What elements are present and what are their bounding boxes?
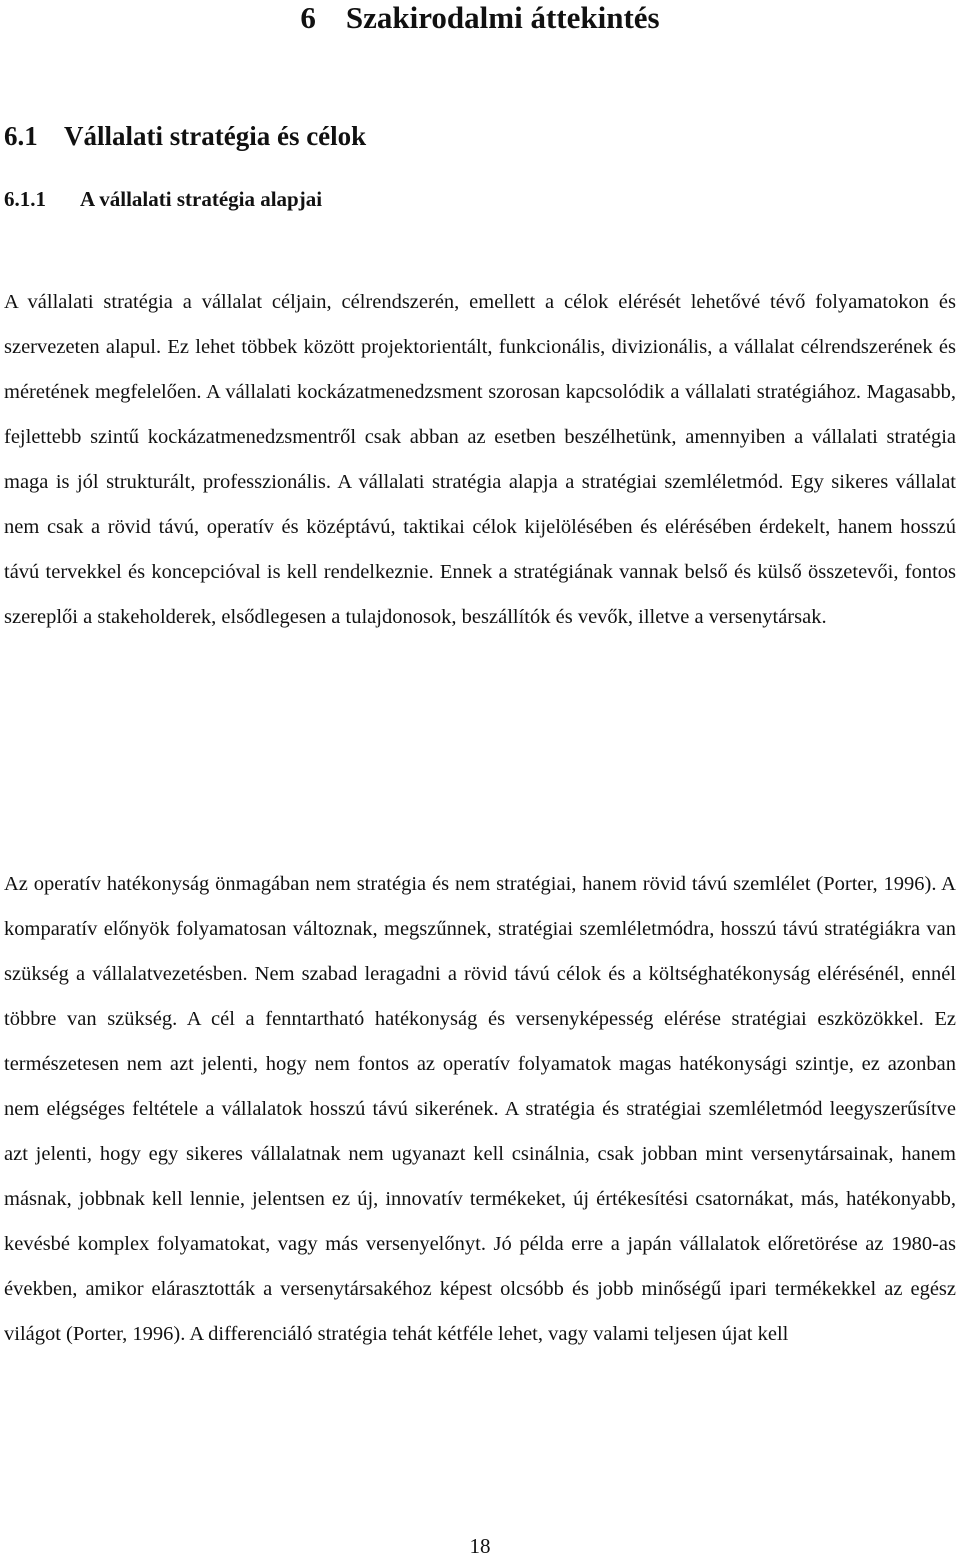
subsection-title: A vállalati stratégia alapjai: [80, 187, 323, 211]
subsection-number: 6.1.1: [4, 187, 46, 211]
body-paragraph-1: A vállalati stratégia a vállalat céljain, célrendszerén, emellett a célok elérését lehetővé tévő folyamatokon és szervezeten alapul. Ez lehet többek között projektorientált, funkcionális, divizionális, a vállalat célrendszerének és méretének megfelelően. A vállalati kockázatmenedzsment szorosan kapcsolódik a vállalati stratégiához. Magasabb, fejlettebb szintű kockázatmenedzsmentről csak abban az esetben beszélhetünk, amennyiben a vállalati stratégia maga is jól strukturált, professzionális. A vállalati stratégia alapja a stratégiai szemléletmód. Egy sikeres vállalat nem csak a rövid távú, operatív és középtávú, taktikai célok kijelölésében és elérésében érdekelt, hanem hosszú távú tervekkel és koncepcióval is kell rendelkeznie. Ennek a stratégiának vannak belső és külső összetevői, fontos szereplői a stakeholderek, elsődlegesen a tulajdonosok, beszállítók és vevők, illetve a versenytársak.: [4, 291, 956, 628]
page-number: 18: [469, 1534, 491, 1558]
subsection-heading: [4, 185, 322, 213]
section-title: Vállalati stratégia és célok: [64, 121, 367, 151]
section-number: 6.1: [4, 121, 38, 151]
chapter-number: 6: [300, 0, 316, 35]
section-heading: [4, 119, 366, 153]
chapter-heading: [0, 0, 960, 36]
body-paragraph-2: Az operatív hatékonyság önmagában nem stratégia és nem stratégiai, hanem rövid távú szemlélet (Porter, 1996). A komparatív előnyök folyamatosan változnak, megszűnnek, stratégiai szemléletmódra, hosszú távú stratégiákra van szükség a vállalatvezetésben. Nem szabad leragadni a rövid távú célok és a költséghatékonyság elérésénél, ennél többre van szükség. A cél a fenntartható hatékonyság és versenyképesség elérése stratégiai eszközökkel. Ez természetesen nem azt jelenti, hogy nem fontos az operatív folyamatok magas hatékonysági szintje, ez azonban nem elégséges feltétele a vállalatok hosszú távú sikerének. A stratégia és stratégiai szemléletmód leegyszerűsítve azt jelenti, hogy egy sikeres vállalatnak nem ugyanazt kell csinálnia, csak jobban mint versenytársainak, hanem másnak, jobbnak kell lennie, jelentsen ez új, innovatív termékeket, új értékesítési csatornákat, más, hatékonyabb, kevésbé komplex folyamatokat, vagy más versenyelőnyt. Jó példa erre a japán vállalatok előretörése az 1980-as években, amikor elárasztották a versenytársakéhoz képest olcsóbb és jobb minőségű ipari termékekkel az egész világot (Porter, 1996). A differenciáló stratégia tehát kétféle lehet, vagy valami teljesen újat kell: [4, 873, 956, 1345]
chapter-title: Szakirodalmi áttekintés: [345, 0, 660, 35]
